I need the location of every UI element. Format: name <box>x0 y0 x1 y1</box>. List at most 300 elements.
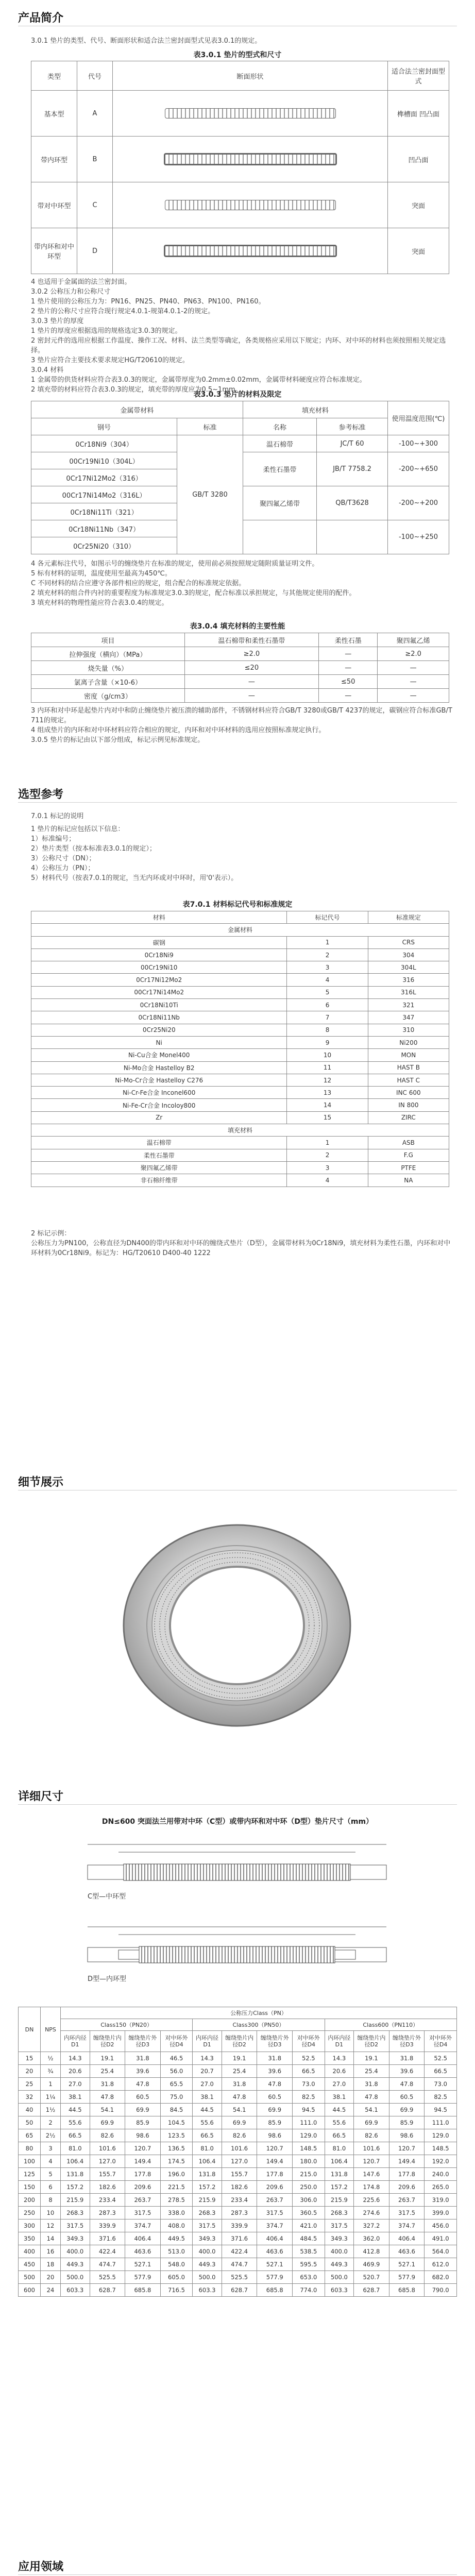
table-cell: 81.0 <box>325 2142 354 2155</box>
table-cell: HAST B <box>368 1061 449 1074</box>
table-row <box>31 1149 449 1161</box>
table-cell: 374.7 <box>125 2219 161 2232</box>
spec-line: 3）公称尺寸（DN）； <box>31 855 96 862</box>
table-cell: 316L <box>368 986 449 998</box>
table-cell: — <box>378 689 449 703</box>
table-cell: INC 600 <box>368 1087 449 1099</box>
table-cell: HAST C <box>368 1074 449 1086</box>
table-cell: 120.7 <box>389 2142 425 2155</box>
gasket-photo <box>118 1517 355 1734</box>
table-cell: Ni-Fe-Cr合金 Incoloy800 <box>31 1099 287 1111</box>
table-cell: 2 <box>287 1149 368 1161</box>
table-cell: 685.8 <box>389 2284 425 2297</box>
table-cell: 15 <box>287 1111 368 1124</box>
table-cell: 31.8 <box>389 2052 425 2065</box>
spec-text-block <box>31 1229 453 1258</box>
spec-line: 2 密封元件的选用应根据工作温度、操作工况、材料、法兰类型等确定，各类规格应采用以下规定；内环、对中环的材料也须按照相关规定选择。 <box>31 337 446 354</box>
table-cell: 268.3 <box>325 2207 354 2219</box>
table-cell: 520.7 <box>354 2271 389 2284</box>
table-cell: 14.3 <box>325 2052 354 2065</box>
section-title-details: 细节展示 <box>18 1476 64 1489</box>
table3-caption: 表3.0.4 填充材料的主要性能 <box>190 622 285 631</box>
table-cell: 0Cr18Ni11Nb <box>31 1011 287 1024</box>
table-cell: 3 <box>41 2142 61 2155</box>
table-cell: 82.6 <box>222 2129 257 2142</box>
table-row <box>19 2181 457 2194</box>
filler-name: 柔性石墨带 <box>243 452 316 486</box>
table-cell: 烧失量（%） <box>31 661 185 675</box>
section-drawing <box>113 91 388 137</box>
table-cell: 177.8 <box>389 2168 425 2181</box>
table-cell: 14.3 <box>61 2052 90 2065</box>
table-cell: 123.5 <box>160 2129 193 2142</box>
table-cell: 603.3 <box>193 2284 222 2297</box>
table-cell: 595.5 <box>293 2258 325 2271</box>
group-label: 金属材料 <box>31 924 449 936</box>
table-cell: 371.6 <box>222 2232 257 2245</box>
table-row <box>31 1111 449 1124</box>
table-cell: 339.9 <box>222 2219 257 2232</box>
table-header: 柔性石墨 <box>319 633 378 647</box>
material-table <box>31 401 449 554</box>
table-cell: 密度（g/cm3） <box>31 689 185 703</box>
table-cell: 600 <box>19 2284 41 2297</box>
table-cell: 349.3 <box>325 2232 354 2245</box>
spec-text-block <box>31 277 453 395</box>
spec-line: 2 填充带的材料应符合表3.0.3的规定，填充带的厚度应为0.5~1mm。 <box>31 386 242 394</box>
steel-grade: 0Cr18Ni9（304） <box>31 435 177 452</box>
table-cell: 31.8 <box>125 2052 161 2065</box>
table-header: 钢号 <box>31 418 177 435</box>
table-row <box>31 1074 449 1086</box>
table-cell: 14.3 <box>193 2052 222 2065</box>
table-cell: 321 <box>368 999 449 1011</box>
table-cell: 52.5 <box>293 2052 325 2065</box>
gasket-type: 带对中环型 <box>31 182 77 228</box>
table-cell: 18 <box>41 2258 61 2271</box>
spec-line: 4 各元素标注代号，如图示号的缠绕垫片在标准的规定，使用前必须按照规定随附质量证明文件。 <box>31 560 319 568</box>
table-row <box>31 1087 449 1099</box>
table1-caption: 表3.0.1 垫片的型式和尺寸 <box>193 51 282 59</box>
table-cell: 374.7 <box>389 2219 425 2232</box>
table-header: 填充材料 <box>243 401 387 418</box>
table-cell: 10 <box>41 2207 61 2219</box>
steel-grade: 0Cr17Ni12Mo2（316） <box>31 469 177 486</box>
table-cell: 274.6 <box>354 2207 389 2219</box>
table2-caption: 表3.0.3 垫片的材料及限定 <box>193 391 282 399</box>
table-cell: 20 <box>41 2271 61 2284</box>
table-cell: 101.6 <box>354 2142 389 2155</box>
flange-face: 榫槽面 凹凸面 <box>388 91 449 137</box>
table-cell: 157.2 <box>61 2181 90 2194</box>
gasket-code: C <box>77 182 113 228</box>
table-cell: 500.0 <box>61 2271 90 2284</box>
table-cell: 316 <box>368 974 449 986</box>
table-cell: 66.5 <box>61 2129 90 2142</box>
table-cell: 421.0 <box>293 2219 325 2232</box>
table-cell: 317.5 <box>193 2219 222 2232</box>
table-cell: 240.0 <box>425 2168 457 2181</box>
table-cell: ≥2.0 <box>378 647 449 661</box>
table-row <box>31 647 449 661</box>
table-cell: 406.4 <box>389 2232 425 2245</box>
table-cell: 69.9 <box>257 2104 293 2116</box>
table-cell: MON <box>368 1049 449 1061</box>
table-cell: 233.4 <box>90 2194 125 2207</box>
table-cell: ≤50 <box>319 675 378 689</box>
table-cell: 449.3 <box>325 2258 354 2271</box>
table-cell: 15 <box>19 2052 41 2065</box>
table-cell: 525.5 <box>222 2271 257 2284</box>
table-cell: 474.7 <box>90 2258 125 2271</box>
gasket-type: 带内环型 <box>31 137 77 182</box>
table-cell: 69.9 <box>90 2116 125 2129</box>
class-header: Class600（PN110） <box>325 2019 456 2031</box>
table-cell: 5 <box>41 2168 61 2181</box>
table-cell: 250 <box>19 2207 41 2219</box>
table-cell: 306.0 <box>293 2194 325 2207</box>
column-header: 缠绕垫片内径D2 <box>90 2031 125 2052</box>
table-cell: 491.0 <box>425 2232 457 2245</box>
table-cell: ≤20 <box>184 661 318 675</box>
c-type-drawing <box>67 1834 408 1911</box>
spec-line: 3.0.5 垫片的标记由以下部分组成，标记示例见标准规定。 <box>31 736 205 744</box>
table-cell: ZIRC <box>368 1111 449 1124</box>
table-row <box>31 91 449 137</box>
section-divider <box>18 802 457 803</box>
table-cell: 81.0 <box>193 2142 222 2155</box>
table-cell: 131.8 <box>61 2168 90 2181</box>
table-cell: 2 <box>41 2116 61 2129</box>
table-cell: 612.0 <box>425 2258 457 2271</box>
table-cell: — <box>319 689 378 703</box>
table-cell: 16 <box>41 2245 61 2258</box>
table-cell: 聚四氟乙烯带 <box>31 1161 287 1174</box>
table-cell: 463.6 <box>257 2245 293 2258</box>
table-cell: 80 <box>19 2142 41 2155</box>
table-cell: 85.9 <box>257 2116 293 2129</box>
table-cell: 13 <box>287 1087 368 1099</box>
table-cell: 32 <box>19 2091 41 2104</box>
table-cell: CRS <box>368 936 449 948</box>
table-cell: 127.0 <box>222 2155 257 2168</box>
table-cell: 0Cr17Ni12Mo2 <box>31 974 287 986</box>
table-cell: 250.0 <box>293 2181 325 2194</box>
table-cell: 69.9 <box>222 2116 257 2129</box>
spec-line: 1 垫片使用的公称压力为：PN16、PN25、PN40、PN63、PN100、PN160。 <box>31 298 265 306</box>
filler-ref: QB/T3628 <box>317 486 388 520</box>
table-cell: 349.3 <box>61 2232 90 2245</box>
table-cell: 225.6 <box>354 2194 389 2207</box>
table-row <box>19 2271 457 2284</box>
table-cell: 149.4 <box>125 2155 161 2168</box>
table-cell: 603.3 <box>325 2284 354 2297</box>
table-header: 聚四氟乙烯 <box>378 633 449 647</box>
table-cell: 111.0 <box>425 2116 457 2129</box>
table-cell: IN 800 <box>368 1099 449 1111</box>
table-cell: 182.6 <box>90 2181 125 2194</box>
table-cell: 577.9 <box>125 2271 161 2284</box>
table-row <box>31 1024 449 1036</box>
dimension-table <box>18 2007 457 2297</box>
table-cell: 31.8 <box>354 2078 389 2091</box>
winding-section-shape <box>164 245 337 257</box>
table-cell: 106.4 <box>325 2155 354 2168</box>
table-row <box>31 182 449 228</box>
table-cell: 55.6 <box>325 2116 354 2129</box>
intro-note: 3.0.1 垫片的类型、代号、断面形状和适合法兰密封面型式见表3.0.1的规定。 <box>31 37 262 45</box>
table-cell: 278.5 <box>160 2194 193 2207</box>
table-cell: 399.0 <box>425 2207 457 2219</box>
column-header: 缠绕垫片内径D2 <box>222 2031 257 2052</box>
table-cell: 513.0 <box>160 2245 193 2258</box>
table-cell: 371.6 <box>90 2232 125 2245</box>
table-cell: 527.1 <box>125 2258 161 2271</box>
winding-section-shape <box>165 200 336 210</box>
table-cell: ASB <box>368 1137 449 1149</box>
table-cell: 75.0 <box>160 2091 193 2104</box>
table-cell: 氯离子含量（×10-6） <box>31 675 185 689</box>
table-row <box>31 1049 449 1061</box>
table-cell: 31.8 <box>222 2078 257 2091</box>
steel-standard: GB/T 3280 <box>177 435 243 554</box>
table-cell: 7 <box>287 1011 368 1024</box>
table-row <box>31 1061 449 1074</box>
table-cell: 40 <box>19 2104 41 2116</box>
table-cell: 69.9 <box>125 2104 161 2116</box>
table-cell: — <box>319 661 378 675</box>
table-cell: 304L <box>368 961 449 974</box>
table-cell: 4 <box>287 974 368 986</box>
table-cell: 31.8 <box>90 2078 125 2091</box>
spec-line: 3.0.2 公称压力和公称尺寸 <box>31 288 111 296</box>
table-cell: 10 <box>287 1049 368 1061</box>
table-cell: 400.0 <box>325 2245 354 2258</box>
table-cell: 287.3 <box>222 2207 257 2219</box>
table-cell: 500 <box>19 2271 41 2284</box>
table-cell: 56.0 <box>160 2065 193 2078</box>
table-cell: 69.9 <box>389 2104 425 2116</box>
temp-range: -200~+200 <box>388 486 449 520</box>
table-cell: 474.7 <box>222 2258 257 2271</box>
table-header: 项目 <box>31 633 185 647</box>
column-header: 内环内径D1 <box>325 2031 354 2052</box>
table-cell: 00Cr19Ni10 <box>31 961 287 974</box>
table-cell: 157.2 <box>325 2181 354 2194</box>
table-cell: 20.6 <box>325 2065 354 2078</box>
table-cell: 12 <box>41 2219 61 2232</box>
table-cell: 6 <box>41 2181 61 2194</box>
table-cell: 155.7 <box>90 2168 125 2181</box>
table-cell: 456.0 <box>425 2219 457 2232</box>
filler-name <box>243 520 316 554</box>
table-cell: 215.0 <box>293 2168 325 2181</box>
table-row <box>31 137 449 182</box>
table-cell: 148.5 <box>293 2142 325 2155</box>
table-cell: 38.1 <box>193 2091 222 2104</box>
table-cell: 5 <box>287 986 368 998</box>
table-header: 适合法兰密封面型式 <box>388 61 449 91</box>
table-cell: 19.1 <box>354 2052 389 2065</box>
table-cell: 685.8 <box>125 2284 161 2297</box>
section-divider <box>18 2574 457 2575</box>
table-cell: 268.3 <box>61 2207 90 2219</box>
table-cell: 60.5 <box>389 2091 425 2104</box>
table-cell: 174.5 <box>160 2155 193 2168</box>
table-cell: 65.5 <box>160 2078 193 2091</box>
column-header: 对中环外径D4 <box>425 2031 457 2052</box>
table-cell: 449.3 <box>61 2258 90 2271</box>
material-code-table <box>31 911 449 1187</box>
table-header: 金属带材料 <box>31 401 243 418</box>
table-cell: 1 <box>41 2078 61 2091</box>
gasket-type-table <box>31 61 449 274</box>
table-row <box>19 2078 457 2091</box>
table-cell: 106.4 <box>193 2155 222 2168</box>
spec-line: 1）标准编号； <box>31 835 76 843</box>
table-cell: 525.5 <box>90 2271 125 2284</box>
table-cell: 449.3 <box>193 2258 222 2271</box>
table-cell: Ni-Mo-Cr合金 Hastelloy C276 <box>31 1074 287 1086</box>
table-cell: 463.6 <box>125 2245 161 2258</box>
table-cell: 180.0 <box>293 2155 325 2168</box>
table-header: 参考标准 <box>317 418 388 435</box>
table-cell: 338.0 <box>160 2207 193 2219</box>
table-header: 标准 <box>177 418 243 435</box>
spec-line: 公称压力为PN100，公称直径为DN400的带内环和对中环的缠绕式垫片（D型），金属带材料为0Cr18Ni9，填充材料为柔性石墨，内环和对中环材料为0Cr18Ni9。标记为：HG/T20610 D400-40 1222 <box>31 1240 451 1257</box>
table-cell: 3 <box>287 1161 368 1174</box>
flange-face: 凹凸面 <box>388 137 449 182</box>
table-cell: 25 <box>19 2078 41 2091</box>
table-cell: 19.1 <box>222 2052 257 2065</box>
table-cell: 47.8 <box>125 2078 161 2091</box>
class-header: Class300（PN50） <box>193 2019 325 2031</box>
section-drawing <box>113 182 388 228</box>
table-cell: 2 <box>287 948 368 961</box>
steel-grade: 00Cr19Ni10（304L） <box>31 452 177 469</box>
table-cell: F.G <box>368 1149 449 1161</box>
table-cell: 120.7 <box>257 2142 293 2155</box>
table-cell: 66.5 <box>325 2129 354 2142</box>
table-cell: 4 <box>41 2155 61 2168</box>
table-cell: 469.9 <box>354 2258 389 2271</box>
table-row <box>19 2284 457 2297</box>
section-title-selection: 选型参考 <box>18 788 64 801</box>
table-cell: — <box>378 661 449 675</box>
table-cell: 8 <box>41 2194 61 2207</box>
filler-ref: JC/T 60 <box>317 435 388 452</box>
table-cell: 101.6 <box>222 2142 257 2155</box>
table-cell: 577.9 <box>257 2271 293 2284</box>
table-cell: 628.7 <box>354 2284 389 2297</box>
table-cell: 120.7 <box>354 2155 389 2168</box>
table-row <box>31 974 449 986</box>
column-header: 对中环外径D4 <box>293 2031 325 2052</box>
table-cell: 106.4 <box>61 2155 90 2168</box>
table-cell: 39.6 <box>389 2065 425 2078</box>
table-cell: 449.5 <box>160 2232 193 2245</box>
table-header: 公称压力Class（PN） <box>61 2007 457 2019</box>
table-cell: 73.0 <box>293 2078 325 2091</box>
table-cell: 317.5 <box>389 2207 425 2219</box>
table-cell: 327.2 <box>354 2219 389 2232</box>
table-cell: 55.6 <box>61 2116 90 2129</box>
table-cell: 538.5 <box>293 2245 325 2258</box>
table-cell: 412.8 <box>354 2245 389 2258</box>
table-cell: 400.0 <box>61 2245 90 2258</box>
spec-text-block <box>31 706 453 745</box>
table-cell: 362.0 <box>354 2232 389 2245</box>
table-row <box>19 2258 457 2271</box>
spec-line: 1 垫片的标记应包括以下信息： <box>31 825 125 833</box>
spec-line: 4 组成垫片的内环和对中环材料应符合相应的规定，内环和对中环材料的选用应按照标准规定执行。 <box>31 726 326 734</box>
table-cell: — <box>184 675 318 689</box>
table-cell: 628.7 <box>90 2284 125 2297</box>
table-row <box>19 2091 457 2104</box>
table-cell: 603.3 <box>61 2284 90 2297</box>
table-cell: 82.6 <box>354 2129 389 2142</box>
table-cell: 14 <box>41 2232 61 2245</box>
table-cell: 47.8 <box>354 2091 389 2104</box>
table-cell: 66.5 <box>193 2129 222 2142</box>
table-cell: 111.0 <box>293 2116 325 2129</box>
table-row <box>31 1174 449 1187</box>
table-cell: Zr <box>31 1111 287 1124</box>
table-row <box>31 1036 449 1048</box>
table-cell: 39.6 <box>257 2065 293 2078</box>
table-cell: 317.5 <box>257 2207 293 2219</box>
table-cell: — <box>378 675 449 689</box>
table-row <box>31 228 449 274</box>
table-cell: 25.4 <box>354 2065 389 2078</box>
table-cell: 408.0 <box>160 2219 193 2232</box>
table-cell: 548.0 <box>160 2258 193 2271</box>
column-header: 缠绕垫片内径D2 <box>354 2031 389 2052</box>
filler-name: 聚四氟乙烯带 <box>243 486 316 520</box>
table-cell: 52.5 <box>425 2052 457 2065</box>
table-cell: 47.8 <box>389 2078 425 2091</box>
selection-list <box>31 824 453 883</box>
column-header: 内环内径D1 <box>61 2031 90 2052</box>
table-cell: 47.8 <box>222 2091 257 2104</box>
table-row <box>19 2168 457 2181</box>
table-row <box>31 675 449 689</box>
steel-grade: 0Cr25Ni20（310） <box>31 537 177 554</box>
table-cell: 20.6 <box>61 2065 90 2078</box>
class-header: Class150（PN20） <box>61 2019 193 2031</box>
table-cell: 98.6 <box>389 2129 425 2142</box>
table-cell: 527.1 <box>257 2258 293 2271</box>
table-cell: 60.5 <box>257 2091 293 2104</box>
gasket-type: 基本型 <box>31 91 77 137</box>
table-cell: 31.8 <box>257 2052 293 2065</box>
spec-line: 3 内环和对中环是起垫片内对中和防止缠绕垫片被压溃的辅助部件，不锈钢材料应符合GB/T 3280或GB/T 4237的规定，碳钢应符合标准GB/T 711的规定。 <box>31 707 452 724</box>
temp-range: -200~+650 <box>388 452 449 486</box>
table-cell: 82.6 <box>90 2129 125 2142</box>
table-cell: 400 <box>19 2245 41 2258</box>
table-cell: 0Cr18Ni9 <box>31 948 287 961</box>
table-cell: 136.5 <box>160 2142 193 2155</box>
table-cell: 100 <box>19 2155 41 2168</box>
table-cell: 200 <box>19 2194 41 2207</box>
table-row <box>19 2232 457 2245</box>
gasket-type: 带内环和对中环型 <box>31 228 77 274</box>
table-cell: 82.5 <box>425 2091 457 2104</box>
section-title-intro: 产品简介 <box>18 12 64 25</box>
section-title-dimensions: 详细尺寸 <box>18 1790 64 1803</box>
table-cell: 347 <box>368 1011 449 1024</box>
table-header: 类型 <box>31 61 77 91</box>
